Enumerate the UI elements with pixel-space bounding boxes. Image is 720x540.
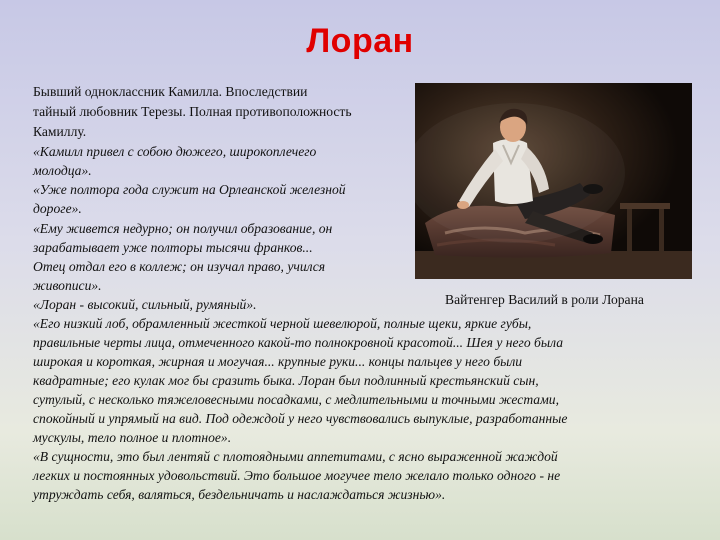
quote-line: дороге». [33, 201, 82, 216]
slide-title: Лоран [306, 22, 414, 60]
stage-photo-illustration [415, 83, 692, 279]
quote-line: квадратные; его кулак мог бы сразить быка. Лоран был подлинный крестьянский сын, [33, 373, 539, 388]
quote-line: «Его низкий лоб, обрамленный жесткой черной шевелюрой, полные щеки, яркие губы, [33, 316, 532, 331]
quote-line: легких и постоянных удовольствий. Это большое могучее тело желало только одного - не [33, 468, 561, 483]
quote-line: мускулы, тело полное и плотное». [33, 430, 232, 445]
photo-caption: Вайтенгер Василий в роли Лорана [445, 292, 644, 307]
quote-line: зарабатывает уже полторы тысячи франков... [33, 240, 313, 255]
text-line: Камиллу. [33, 124, 87, 139]
quote-line: правильные черты лица, отмеченного какой-то полнокровной красотой... Шея у него была [33, 335, 563, 350]
text-line: Бывший одноклассник Камилла. Впоследствии [33, 84, 308, 99]
quote-line: живописи». [33, 278, 102, 293]
quote-line: сутулый, с несколько тяжеловесными посадками, с медлительными и точными жестами, [33, 392, 559, 407]
actor-photo [415, 83, 692, 279]
quote-line: утруждать себя, валяться, бездельничать и наслаждаться жизнью». [33, 487, 446, 502]
quote-line: «Ему живется недурно; он получил образование, он [33, 221, 333, 236]
quote-line: «Уже полтора года служит на Орлеанской железной [33, 182, 346, 197]
quote-line: широкая и короткая, жирная и могучая... крупные руки... концы пальцев у него были [33, 354, 523, 369]
quote-line: «В сущности, это был лентяй с плотоядными аппетитами, с ясно выраженной жаждой [33, 449, 558, 464]
quote-line: «Лоран - высокий, сильный, румяный». [33, 297, 257, 312]
quote-line: спокойный и упрямый на вид. Под одеждой у него чувствовались выпуклые, разработанные [33, 411, 568, 426]
quote-line: Отец отдал его в коллеж; он изучал право, учился [33, 259, 326, 274]
text-line: тайный любовник Терезы. Полная противоположность [33, 104, 352, 119]
quote-line: «Камилл привел с собою дюжего, широкоплечего [33, 144, 317, 159]
quote-line: молодца». [33, 163, 92, 178]
